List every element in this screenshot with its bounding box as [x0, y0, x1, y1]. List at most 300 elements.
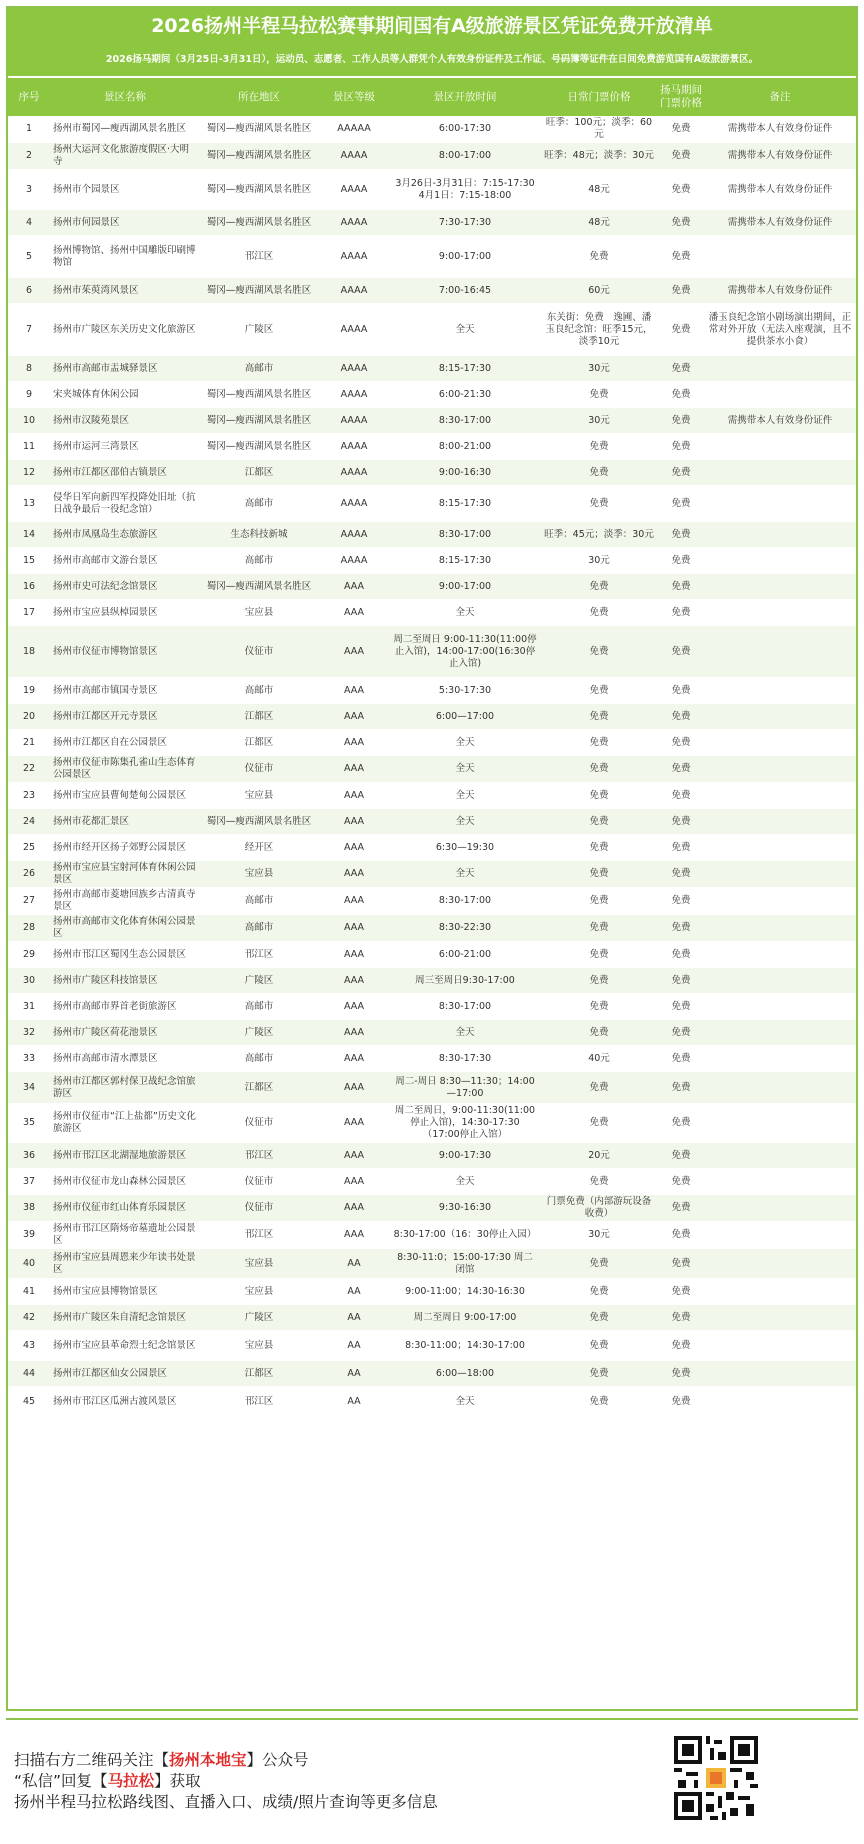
- table-row: [8, 1222, 856, 1249]
- cell-level: AAA: [318, 994, 390, 1020]
- cell-region: 宝应县: [200, 1331, 318, 1361]
- cell-price: 免费: [540, 704, 658, 730]
- cell-region: 蜀冈—瘦西湖风景名胜区: [200, 382, 318, 408]
- table-row: [8, 626, 856, 678]
- cell-level: AAA: [318, 1169, 390, 1195]
- cell-index: 25: [8, 835, 50, 861]
- cell-name: 扬州市江都区开元寺景区: [50, 704, 200, 730]
- cell-price: 免费: [540, 1331, 658, 1361]
- cell-region: 广陵区: [200, 304, 318, 356]
- cell-hours: 8:30-17:00: [390, 522, 540, 548]
- cell-name: 扬州市宝应县曹甸楚甸公园景区: [50, 783, 200, 809]
- cell-name: 扬州大运河文化旅游度假区·大明寺: [50, 143, 200, 170]
- col-header-name: 景区名称: [50, 78, 200, 116]
- cell-index: 6: [8, 278, 50, 304]
- cell-marathon-price: 免费: [658, 1249, 704, 1279]
- cell-marathon-price: 免费: [658, 486, 704, 522]
- cell-region: 高邮市: [200, 356, 318, 382]
- table-row: [8, 1331, 856, 1361]
- qr-code-icon[interactable]: [674, 1736, 758, 1820]
- cell-hours: 全天: [390, 1169, 540, 1195]
- cell-name: 宋夹城体育休闲公园: [50, 382, 200, 408]
- cell-region: 仪征市: [200, 756, 318, 783]
- col-header-marathon-price: 扬马期间门票价格: [658, 78, 704, 116]
- cell-hours: 8:15-17:30: [390, 486, 540, 522]
- cell-level: AAA: [318, 1104, 390, 1143]
- cell-level: AAA: [318, 835, 390, 861]
- cell-marathon-price: 免费: [658, 170, 704, 210]
- cell-level: AAA: [318, 574, 390, 600]
- cell-level: AAA: [318, 942, 390, 968]
- cell-region: 蜀冈—瘦西湖风景名胜区: [200, 170, 318, 210]
- cell-index: 42: [8, 1305, 50, 1331]
- cell-price: 免费: [540, 968, 658, 994]
- cell-price: 免费: [540, 1361, 658, 1387]
- cell-hours: 8:30-11:00；14:30-17:00: [390, 1331, 540, 1361]
- cell-region: 广陵区: [200, 1020, 318, 1046]
- cell-notes: [704, 1331, 856, 1361]
- table-row: [8, 968, 856, 994]
- cell-marathon-price: 免费: [658, 460, 704, 486]
- cell-region: 仪征市: [200, 1195, 318, 1222]
- cell-hours: 周二至周日 9:00-11:30(11:00停止入馆)，14:00-17:00(16:30停止入馆): [390, 626, 540, 678]
- cell-hours: 8:30-17:30: [390, 1046, 540, 1072]
- cell-price: 免费: [540, 994, 658, 1020]
- cell-marathon-price: 免费: [658, 626, 704, 678]
- cell-level: AAA: [318, 626, 390, 678]
- page-title: 2026扬州半程马拉松赛事期间国有A级旅游景区凭证免费开放清单: [8, 8, 856, 44]
- table-row: [8, 486, 856, 522]
- scenic-area-table: [8, 78, 856, 1417]
- cell-price: 免费: [540, 783, 658, 809]
- cell-name: 扬州市高邮市文化体育休闲公园景区: [50, 915, 200, 942]
- cell-level: AAA: [318, 704, 390, 730]
- cell-notes: 需携带本人有效身份证件: [704, 278, 856, 304]
- cell-index: 2: [8, 143, 50, 170]
- cell-hours: 6:30—19:30: [390, 835, 540, 861]
- cell-price: 48元: [540, 170, 658, 210]
- cell-hours: 5:30-17:30: [390, 678, 540, 704]
- cell-notes: [704, 1361, 856, 1387]
- cell-marathon-price: 免费: [658, 1361, 704, 1387]
- table-row: [8, 522, 856, 548]
- cell-notes: [704, 522, 856, 548]
- cell-level: AAAA: [318, 522, 390, 548]
- cell-hours: 8:00-21:00: [390, 434, 540, 460]
- cell-region: 广陵区: [200, 968, 318, 994]
- cell-level: AAAAA: [318, 116, 390, 143]
- cell-name: 扬州市邗江区蜀冈生态公园景区: [50, 942, 200, 968]
- cell-index: 29: [8, 942, 50, 968]
- cell-name: 扬州市高邮市盂城驿景区: [50, 356, 200, 382]
- table-row: [8, 143, 856, 170]
- cell-price: 免费: [540, 434, 658, 460]
- cell-marathon-price: 免费: [658, 278, 704, 304]
- table-row: [8, 678, 856, 704]
- cell-hours: 8:30-22:30: [390, 915, 540, 942]
- cell-region: 江都区: [200, 1072, 318, 1104]
- cell-index: 16: [8, 574, 50, 600]
- account-name: 扬州本地宝: [169, 1751, 247, 1769]
- cell-index: 11: [8, 434, 50, 460]
- cell-marathon-price: 免费: [658, 678, 704, 704]
- cell-notes: [704, 1143, 856, 1169]
- cell-notes: [704, 1305, 856, 1331]
- table-row: [8, 600, 856, 626]
- cell-region: 宝应县: [200, 783, 318, 809]
- table-row: [8, 1249, 856, 1279]
- cell-region: 蜀冈—瘦西湖风景名胜区: [200, 574, 318, 600]
- cell-level: AAAA: [318, 210, 390, 236]
- cell-notes: 需携带本人有效身份证件: [704, 116, 856, 143]
- cell-notes: [704, 382, 856, 408]
- cell-index: 36: [8, 1143, 50, 1169]
- cell-notes: [704, 1249, 856, 1279]
- cell-notes: [704, 968, 856, 994]
- cell-price: 免费: [540, 942, 658, 968]
- cell-price: 免费: [540, 1020, 658, 1046]
- cell-marathon-price: 免费: [658, 382, 704, 408]
- cell-marathon-price: 免费: [658, 915, 704, 942]
- cell-region: 仪征市: [200, 1104, 318, 1143]
- cell-notes: [704, 434, 856, 460]
- cell-level: AAA: [318, 678, 390, 704]
- col-header-price: 日常门票价格: [540, 78, 658, 116]
- cell-price: 免费: [540, 1387, 658, 1417]
- cell-hours: 全天: [390, 756, 540, 783]
- col-header-index: 序号: [8, 78, 50, 116]
- cell-level: AA: [318, 1387, 390, 1417]
- cell-notes: [704, 888, 856, 915]
- cell-marathon-price: 免费: [658, 356, 704, 382]
- footer-text: [14, 1750, 438, 1813]
- cell-index: 45: [8, 1387, 50, 1417]
- table-row: [8, 170, 856, 210]
- cell-level: AAAA: [318, 382, 390, 408]
- cell-price: 免费: [540, 236, 658, 278]
- cell-price: 免费: [540, 809, 658, 835]
- cell-hours: 6:00-21:00: [390, 942, 540, 968]
- cell-index: 31: [8, 994, 50, 1020]
- cell-price: 免费: [540, 1279, 658, 1305]
- cell-price: 免费: [540, 915, 658, 942]
- footer-line-3: 扬州半程马拉松路线图、直播入口、成绩/照片查询等更多信息: [14, 1793, 438, 1811]
- col-header-hours: 景区开放时间: [390, 78, 540, 116]
- cell-name: 扬州市高邮市镇国寺景区: [50, 678, 200, 704]
- cell-level: AA: [318, 1305, 390, 1331]
- cell-notes: [704, 942, 856, 968]
- cell-marathon-price: 免费: [658, 861, 704, 888]
- cell-price: 20元: [540, 1143, 658, 1169]
- cell-name: 扬州市花都汇景区: [50, 809, 200, 835]
- cell-level: AAAA: [318, 236, 390, 278]
- cell-notes: [704, 756, 856, 783]
- cell-hours: 8:30-17:00（16：30停止入园）: [390, 1222, 540, 1249]
- cell-notes: [704, 835, 856, 861]
- table-row: [8, 1305, 856, 1331]
- cell-name: 扬州市蜀冈—瘦西湖风景名胜区: [50, 116, 200, 143]
- cell-region: 高邮市: [200, 915, 318, 942]
- cell-marathon-price: 免费: [658, 1305, 704, 1331]
- table-row: [8, 809, 856, 835]
- cell-region: 宝应县: [200, 1249, 318, 1279]
- cell-level: AAAA: [318, 408, 390, 434]
- cell-notes: [704, 915, 856, 942]
- cell-hours: 全天: [390, 304, 540, 356]
- cell-index: 17: [8, 600, 50, 626]
- cell-marathon-price: 免费: [658, 1046, 704, 1072]
- cell-index: 33: [8, 1046, 50, 1072]
- cell-notes: 需携带本人有效身份证件: [704, 170, 856, 210]
- cell-hours: 3月26日-3月31日：7:15-17:30 4月1日：7:15-18:00: [390, 170, 540, 210]
- cell-index: 8: [8, 356, 50, 382]
- table-row: [8, 915, 856, 942]
- cell-region: 蜀冈—瘦西湖风景名胜区: [200, 210, 318, 236]
- cell-index: 41: [8, 1279, 50, 1305]
- cell-region: 邗江区: [200, 1222, 318, 1249]
- cell-price: 旺季：100元；淡季：60元: [540, 116, 658, 143]
- cell-name: 扬州市仪征市龙山森林公园景区: [50, 1169, 200, 1195]
- cell-price: 30元: [540, 548, 658, 574]
- footer-divider: [6, 1718, 858, 1720]
- cell-index: 19: [8, 678, 50, 704]
- cell-notes: [704, 1387, 856, 1417]
- cell-hours: 周二-周日 8:30—11:30；14:00—17:00: [390, 1072, 540, 1104]
- cell-hours: 7:00-16:45: [390, 278, 540, 304]
- table-row: [8, 382, 856, 408]
- cell-region: 邗江区: [200, 942, 318, 968]
- cell-hours: 全天: [390, 809, 540, 835]
- cell-level: AA: [318, 1361, 390, 1387]
- cell-name: 扬州市宝应县博物馆景区: [50, 1279, 200, 1305]
- cell-hours: 6:00-17:30: [390, 116, 540, 143]
- cell-hours: 6:00—17:00: [390, 704, 540, 730]
- table-row: [8, 1072, 856, 1104]
- table-row: [8, 210, 856, 236]
- footer-line-1: 扫描右方二维码关注【扬州本地宝】公众号: [14, 1751, 309, 1769]
- table-row: [8, 704, 856, 730]
- cell-name: 扬州市高邮市文游台景区: [50, 548, 200, 574]
- cell-hours: 全天: [390, 600, 540, 626]
- cell-hours: 8:00-17:00: [390, 143, 540, 170]
- table-row: [8, 236, 856, 278]
- cell-name: 扬州市宝应县宝射河体育休闲公园景区: [50, 861, 200, 888]
- cell-marathon-price: 免费: [658, 1222, 704, 1249]
- cell-hours: 8:30-17:00: [390, 408, 540, 434]
- cell-notes: [704, 1104, 856, 1143]
- cell-marathon-price: 免费: [658, 210, 704, 236]
- cell-notes: [704, 1046, 856, 1072]
- cell-notes: 需携带本人有效身份证件: [704, 143, 856, 170]
- table-row: [8, 888, 856, 915]
- cell-marathon-price: 免费: [658, 236, 704, 278]
- cell-marathon-price: 免费: [658, 434, 704, 460]
- cell-region: 江都区: [200, 704, 318, 730]
- cell-price: 旺季：45元；淡季：30元: [540, 522, 658, 548]
- table-body: [8, 116, 856, 1417]
- cell-region: 高邮市: [200, 994, 318, 1020]
- cell-hours: 全天: [390, 1387, 540, 1417]
- cell-price: 48元: [540, 210, 658, 236]
- cell-marathon-price: 免费: [658, 1143, 704, 1169]
- cell-name: 扬州市邗江区隋炀帝墓遗址公园景区: [50, 1222, 200, 1249]
- cell-name: 扬州市茱萸湾风景区: [50, 278, 200, 304]
- cell-notes: [704, 600, 856, 626]
- cell-region: 蜀冈—瘦西湖风景名胜区: [200, 809, 318, 835]
- cell-name: 扬州市江都区邵伯古镇景区: [50, 460, 200, 486]
- cell-name: 扬州市史可法纪念馆景区: [50, 574, 200, 600]
- cell-hours: 全天: [390, 783, 540, 809]
- cell-index: 26: [8, 861, 50, 888]
- cell-index: 28: [8, 915, 50, 942]
- cell-notes: [704, 574, 856, 600]
- cell-marathon-price: 免费: [658, 783, 704, 809]
- cell-name: 扬州市高邮市界首老街旅游区: [50, 994, 200, 1020]
- cell-notes: [704, 809, 856, 835]
- cell-marathon-price: 免费: [658, 756, 704, 783]
- table-row: [8, 756, 856, 783]
- cell-name: 扬州市汉陵苑景区: [50, 408, 200, 434]
- table-row: [8, 356, 856, 382]
- cell-price: 免费: [540, 574, 658, 600]
- cell-hours: 周二至周日 9:00-17:00: [390, 1305, 540, 1331]
- cell-marathon-price: 免费: [658, 1169, 704, 1195]
- cell-level: AAA: [318, 1222, 390, 1249]
- cell-level: AAAA: [318, 486, 390, 522]
- cell-hours: 9:00-17:30: [390, 1143, 540, 1169]
- cell-marathon-price: 免费: [658, 1072, 704, 1104]
- cell-index: 22: [8, 756, 50, 783]
- cell-hours: 6:00—18:00: [390, 1361, 540, 1387]
- table-row: [8, 783, 856, 809]
- cell-level: AAA: [318, 730, 390, 756]
- cell-notes: 需携带本人有效身份证件: [704, 210, 856, 236]
- cell-region: 高邮市: [200, 486, 318, 522]
- table-row: [8, 1361, 856, 1387]
- table-row: [8, 1046, 856, 1072]
- cell-region: 宝应县: [200, 1279, 318, 1305]
- cell-hours: 9:30-16:30: [390, 1195, 540, 1222]
- cell-marathon-price: 免费: [658, 548, 704, 574]
- cell-level: AAA: [318, 1195, 390, 1222]
- table-row: [8, 548, 856, 574]
- cell-notes: 需携带本人有效身份证件: [704, 408, 856, 434]
- cell-name: 扬州市江都区自在公园景区: [50, 730, 200, 756]
- cell-hours: 8:30-17:00: [390, 994, 540, 1020]
- cell-price: 门票免费（内部游玩设备收费）: [540, 1195, 658, 1222]
- cell-name: 扬州市宝应县纵棹园景区: [50, 600, 200, 626]
- cell-name: 扬州市宝应县周恩来少年读书处景区: [50, 1249, 200, 1279]
- cell-level: AAA: [318, 888, 390, 915]
- cell-index: 14: [8, 522, 50, 548]
- cell-price: 30元: [540, 356, 658, 382]
- cell-marathon-price: 免费: [658, 1387, 704, 1417]
- cell-region: 邗江区: [200, 1143, 318, 1169]
- cell-name: 扬州市经开区扬子郊野公园景区: [50, 835, 200, 861]
- cell-level: AAAA: [318, 170, 390, 210]
- cell-index: 20: [8, 704, 50, 730]
- cell-name: 扬州市江都区仙女公园景区: [50, 1361, 200, 1387]
- cell-level: AAA: [318, 1046, 390, 1072]
- cell-hours: 6:00-21:30: [390, 382, 540, 408]
- cell-region: 邗江区: [200, 236, 318, 278]
- cell-marathon-price: 免费: [658, 994, 704, 1020]
- cell-price: 免费: [540, 835, 658, 861]
- cell-level: AAAA: [318, 304, 390, 356]
- table-row: [8, 1020, 856, 1046]
- cell-price: 免费: [540, 678, 658, 704]
- cell-hours: 周三至周日9:30-17:00: [390, 968, 540, 994]
- cell-region: 仪征市: [200, 626, 318, 678]
- cell-notes: [704, 730, 856, 756]
- cell-price: 免费: [540, 382, 658, 408]
- cell-price: 东关街：免费 逸圃、潘玉良纪念馆：旺季15元，淡季10元: [540, 304, 658, 356]
- cell-level: AAA: [318, 1143, 390, 1169]
- cell-marathon-price: 免费: [658, 116, 704, 143]
- table-row: [8, 942, 856, 968]
- cell-level: AAAA: [318, 460, 390, 486]
- cell-index: 38: [8, 1195, 50, 1222]
- col-header-level: 景区等级: [318, 78, 390, 116]
- cell-marathon-price: 免费: [658, 809, 704, 835]
- table-row: [8, 730, 856, 756]
- cell-price: 旺季：48元；淡季：30元: [540, 143, 658, 170]
- cell-index: 44: [8, 1361, 50, 1387]
- cell-level: AA: [318, 1249, 390, 1279]
- cell-name: 扬州市广陵区荷花池景区: [50, 1020, 200, 1046]
- cell-notes: [704, 548, 856, 574]
- list-frame: [6, 6, 858, 1711]
- cell-name: 扬州市仪征市红山体育乐园景区: [50, 1195, 200, 1222]
- cell-name: 扬州市运河三湾景区: [50, 434, 200, 460]
- cell-price: 30元: [540, 408, 658, 434]
- cell-notes: [704, 1072, 856, 1104]
- cell-index: 21: [8, 730, 50, 756]
- cell-region: 经开区: [200, 835, 318, 861]
- table-row: [8, 460, 856, 486]
- cell-notes: [704, 861, 856, 888]
- page-subtitle: 2026扬马期间（3月25日-3月31日），运动员、志愿者、工作人员等人群凭个人有效身份证件及工作证、号码簿等证件在日间免费游览国有A级旅游景区。: [8, 44, 856, 76]
- cell-region: 生态科技新城: [200, 522, 318, 548]
- cell-price: 免费: [540, 861, 658, 888]
- cell-marathon-price: 免费: [658, 143, 704, 170]
- cell-name: 扬州市邗江区北湖湿地旅游景区: [50, 1143, 200, 1169]
- cell-price: 免费: [540, 730, 658, 756]
- col-header-region: 所在地区: [200, 78, 318, 116]
- cell-index: 13: [8, 486, 50, 522]
- cell-level: AAA: [318, 915, 390, 942]
- cell-index: 37: [8, 1169, 50, 1195]
- cell-hours: 8:30-17:00: [390, 888, 540, 915]
- cell-notes: [704, 704, 856, 730]
- cell-price: 免费: [540, 460, 658, 486]
- cell-level: AAA: [318, 756, 390, 783]
- cell-hours: 8:15-17:30: [390, 356, 540, 382]
- footer-line-2: “私信”回复【马拉松】获取: [14, 1772, 201, 1790]
- cell-marathon-price: 免费: [658, 408, 704, 434]
- cell-price: 40元: [540, 1046, 658, 1072]
- cell-notes: [704, 678, 856, 704]
- cell-index: 12: [8, 460, 50, 486]
- cell-notes: [704, 783, 856, 809]
- cell-region: 高邮市: [200, 888, 318, 915]
- cell-notes: [704, 626, 856, 678]
- cell-region: 蜀冈—瘦西湖风景名胜区: [200, 278, 318, 304]
- cell-price: 免费: [540, 756, 658, 783]
- cell-name: 扬州市广陵区科技馆景区: [50, 968, 200, 994]
- cell-index: 10: [8, 408, 50, 434]
- table-row: [8, 1279, 856, 1305]
